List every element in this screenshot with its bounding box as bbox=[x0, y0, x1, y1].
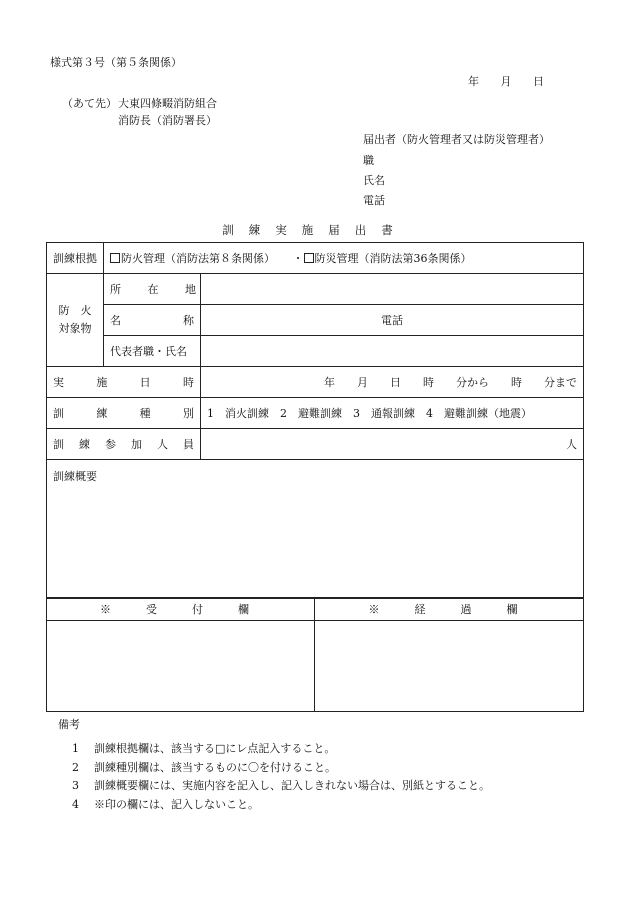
location-label: 所 在 地 bbox=[104, 274, 201, 305]
object-label bbox=[47, 274, 104, 367]
addressee-line1: 大東四條畷消防組合 bbox=[118, 97, 217, 110]
remark-item: 4 ※印の欄には、記入しないこと。 bbox=[72, 798, 259, 811]
row-location bbox=[47, 274, 584, 305]
checkbox-disaster[interactable] bbox=[304, 253, 314, 263]
reception-label: ※ 受 付 欄 bbox=[47, 598, 315, 621]
date-fields bbox=[468, 73, 544, 89]
remark-item: 3 訓練概要欄には、実施内容を記入し、記入しきれない場合は、別紙とすること。 bbox=[72, 779, 490, 792]
phone-label: 電話 bbox=[363, 194, 385, 207]
object-label-line2: 対象物 bbox=[58, 322, 92, 335]
date-day: 日 bbox=[533, 75, 544, 88]
basis-label: 訓練根拠 bbox=[47, 243, 104, 274]
row-participants bbox=[47, 429, 584, 460]
form-table bbox=[46, 242, 584, 599]
basis-separator: ・ bbox=[292, 252, 304, 265]
row-representative bbox=[47, 336, 584, 367]
summary-label: 訓練概要 bbox=[53, 470, 97, 483]
checkbox-fire[interactable] bbox=[110, 253, 120, 263]
row-name bbox=[47, 305, 584, 336]
date-month: 月 bbox=[500, 75, 512, 88]
type-label: 訓 練 種 別 bbox=[47, 398, 201, 429]
object-name-label: 名 称 bbox=[104, 305, 201, 336]
location-input[interactable] bbox=[201, 274, 584, 305]
addressee-line2: 消防長（消防署長） bbox=[118, 114, 217, 127]
summary-area[interactable] bbox=[47, 460, 584, 599]
row-datetime bbox=[47, 367, 584, 398]
remark-item: 2 訓練種別欄は、該当するものに〇を付けること。 bbox=[72, 761, 336, 774]
type-options[interactable]: 1 消火訓練 2 避難訓練 3 通報訓練 4 避難訓練（地震） bbox=[201, 398, 584, 429]
object-phone-label: 電話 bbox=[381, 314, 403, 327]
object-name-input[interactable] bbox=[201, 305, 584, 336]
document-title: 訓練実施届出書 bbox=[222, 223, 408, 237]
basis-option-disaster: 防災管理（消防法第36条関係） bbox=[314, 252, 472, 265]
row-type bbox=[47, 398, 584, 429]
reception-area bbox=[47, 621, 315, 712]
datetime-label: 実 施 日 時 bbox=[47, 367, 201, 398]
name-label: 氏名 bbox=[363, 174, 385, 187]
representative-input[interactable] bbox=[201, 336, 584, 367]
basis-option-fire: 防火管理（消防法第８条関係） bbox=[121, 252, 275, 265]
office-use-table bbox=[46, 597, 584, 712]
participants-unit: 人 bbox=[566, 438, 577, 451]
progress-label: ※ 経 過 欄 bbox=[315, 598, 584, 621]
representative-label: 代表者職・氏名 bbox=[104, 336, 201, 367]
basis-options bbox=[104, 243, 584, 274]
remark-item: 1 訓練根拠欄は、該当する□にレ点記入すること。 bbox=[72, 742, 336, 755]
participants-label: 訓 練 参 加 人 員 bbox=[47, 429, 201, 460]
remarks-title: 備考 bbox=[58, 718, 80, 731]
applicant-label: 届出者（防火管理者又は防災管理者） bbox=[363, 133, 550, 146]
row-summary bbox=[47, 460, 584, 599]
form-number: 様式第３号（第５条関係） bbox=[50, 56, 182, 69]
addressee-label: （あて先） bbox=[62, 97, 117, 110]
object-label-line1: 防 火 bbox=[58, 304, 92, 317]
date-year: 年 bbox=[468, 75, 479, 88]
row-basis bbox=[47, 243, 584, 274]
datetime-input[interactable]: 年 月 日 時 分から 時 分まで bbox=[201, 367, 584, 398]
progress-area bbox=[315, 621, 584, 712]
position-label: 職 bbox=[363, 154, 374, 167]
participants-input[interactable] bbox=[201, 429, 584, 460]
